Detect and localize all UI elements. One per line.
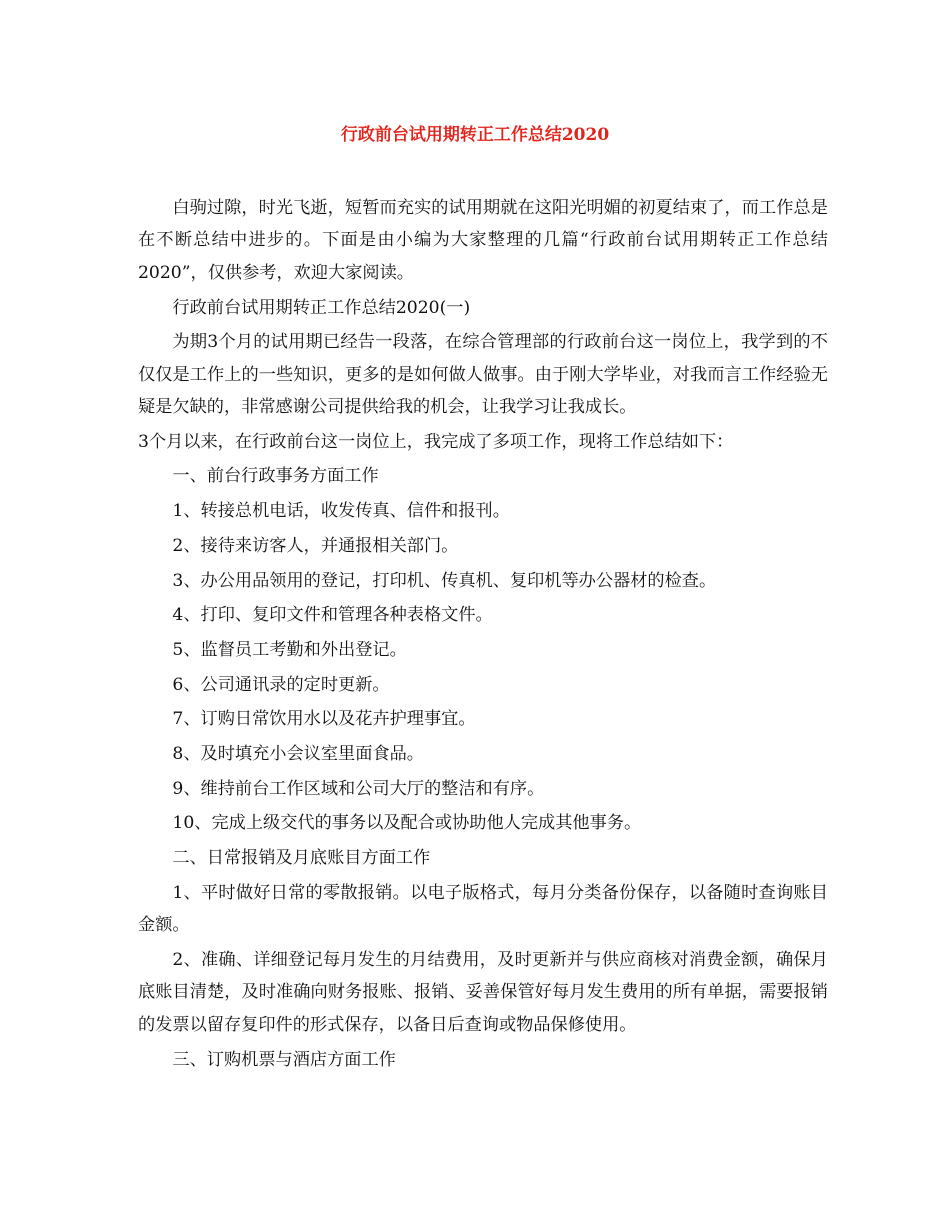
list-item: 1、平时做好日常的零散报销。以电子版格式，每月分类备份保存，以备随时查询账目金额。 <box>138 882 828 936</box>
paragraph: 为期3个月的试用期已经告一段落，在综合管理部的行政前台这一岗位上，我学到的不仅仅是工作上的一些知识，更多的是如何做人做事。由于刚大学毕业，对我而言工作经验无疑是欠缺的，非常感谢公司提供给我的机会，让我学习让我成长。 <box>138 332 828 418</box>
list-item: 7、订购日常饮用水以及花卉护理事宜。 <box>172 709 476 730</box>
list-item: 6、公司通讯录的定时更新。 <box>172 674 390 695</box>
document-title: 行政前台试用期转正工作总结2020 <box>340 125 610 145</box>
subsection-heading: 三、订购机票与酒店方面工作 <box>172 1049 396 1070</box>
paragraph: 3个月以来，在行政前台这一岗位上，我完成了多项工作，现将工作总结如下： <box>138 431 734 452</box>
list-item: 2、准确、详细登记每月发生的月结费用，及时更新并与供应商核对消费金额，确保月底账目清楚，及时准确向财务报账、报销、妥善保管好每月发生费用的所有单据，需要报销的发票以留存复印件的形式保存，以备日后查询或物品保修使用。 <box>138 949 828 1035</box>
list-item: 3、办公用品领用的登记，打印机、传真机、复印机等办公器材的检查。 <box>172 570 717 591</box>
document-body <box>138 192 828 1078</box>
list-item: 1、转接总机电话，收发传真、信件和报刊。 <box>172 501 510 522</box>
list-item: 10、完成上级交代的事务以及配合或协助他人完成其他事务。 <box>172 813 642 834</box>
list-item: 4、打印、复印文件和管理各种表格文件。 <box>172 605 493 626</box>
list-item: 8、及时填充小会议室里面食品。 <box>172 744 424 765</box>
list-item: 2、接待来访客人，并通报相关部门。 <box>172 535 459 556</box>
paragraph-intro: 白驹过隙，时光飞逝，短暂而充实的试用期就在这阳光明媚的初夏结束了，而工作总是在不断总结中进步的。下面是由小编为大家整理的几篇“行政前台试用期转正工作总结2020”，仅供参考，欢迎大家阅读。 <box>138 198 828 283</box>
section-heading-1: 行政前台试用期转正工作总结2020(一) <box>172 297 471 318</box>
list-item: 9、维持前台工作区域和公司大厅的整洁和有序。 <box>172 778 545 799</box>
subsection-heading: 一、前台行政事务方面工作 <box>172 466 379 487</box>
subsection-heading: 二、日常报销及月底账目方面工作 <box>172 848 431 869</box>
list-item: 5、监督员工考勤和外出登记。 <box>172 639 407 660</box>
